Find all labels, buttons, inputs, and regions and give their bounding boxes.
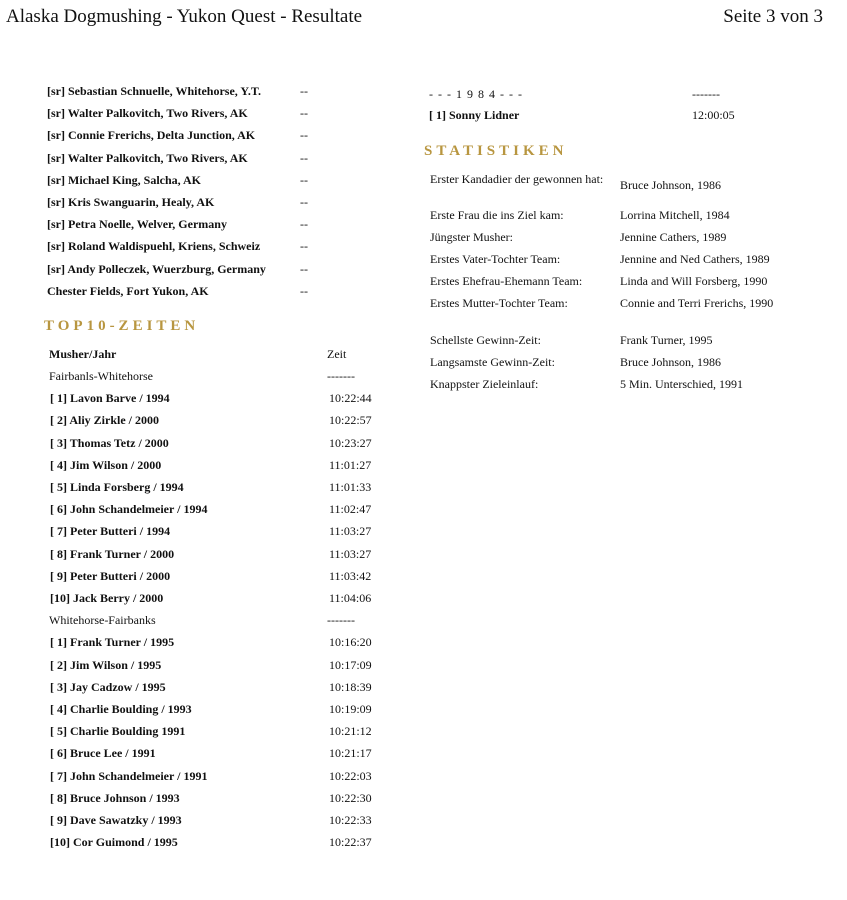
stat-value: Lorrina Mitchell, 1984 [620, 208, 730, 222]
top10-row-name: [ 8] Frank Turner / 2000 [50, 546, 175, 561]
musher-entry-value: -- [300, 239, 308, 254]
top10-row-time: 10:17:09 [329, 657, 372, 672]
stats-heading: STATISTIKEN [424, 143, 568, 159]
top10-row-name: [ 9] Peter Butteri / 2000 [50, 568, 171, 583]
top10-row-time: 10:19:09 [329, 702, 372, 716]
musher-entry: [sr] Michael King, Salcha, AK [47, 172, 201, 187]
stat-value: Connie and Terri Frerichs, 1990 [620, 296, 774, 310]
musher-entry-value: -- [300, 150, 308, 165]
top10-row-name: [ 6] John Schandelmeier / 1994 [50, 502, 208, 517]
year-separator: ------- [692, 87, 720, 101]
stat-label: Schellste Gewinn-Zeit: [430, 333, 541, 347]
musher-entry: [sr] Kris Swanguarin, Healy, AK [47, 195, 215, 209]
musher-entry-value: -- [300, 84, 308, 98]
stat-value: Frank Turner, 1995 [620, 333, 713, 347]
top10-row-name: [ 4] Charlie Boulding / 1993 [50, 702, 192, 716]
col-musher-header: Musher/Jahr [49, 347, 117, 361]
top10-row-time: 10:21:17 [329, 746, 372, 761]
stat-label: Erstes Mutter-Tochter Team: [430, 296, 568, 310]
top10-row-time: 10:22:33 [329, 813, 372, 827]
top10-row-time: 11:03:42 [329, 568, 372, 583]
top10-row-time: 10:16:20 [329, 635, 372, 650]
stat-value: Bruce Johnson, 1986 [620, 355, 721, 369]
musher-entry: [sr] Walter Palkovitch, Two Rivers, AK [47, 150, 248, 165]
top10-row-name: [ 5] Linda Forsberg / 1994 [50, 480, 184, 494]
col-zeit-header: Zeit [327, 347, 347, 361]
musher-entry: [sr] Walter Palkovitch, Two Rivers, AK [47, 106, 248, 121]
top10-row-time: 11:04:06 [329, 591, 372, 605]
top10-row-time: 10:22:03 [329, 768, 372, 783]
top10-row-name: [10] Cor Guimond / 1995 [50, 835, 178, 850]
musher-entry: Chester Fields, Fort Yukon, AK [47, 283, 209, 298]
stat-value: Jennine Cathers, 1989 [620, 230, 727, 244]
musher-entry: [sr] Sebastian Schnuelle, Whitehorse, Y.T. [47, 84, 262, 98]
musher-entry-value: -- [300, 195, 308, 209]
musher-entry-value: -- [300, 128, 308, 143]
route-separator: ------- [327, 369, 355, 383]
top10-row-time: 10:23:27 [329, 435, 372, 450]
top10-row-name: [10] Jack Berry / 2000 [50, 591, 164, 605]
top10-row-time: 11:03:27 [329, 546, 372, 561]
stat-label: Erstes Ehefrau-Ehemann Team: [430, 274, 583, 288]
top10-row-name: [ 3] Thomas Tetz / 2000 [50, 435, 169, 450]
musher-entry-value: -- [300, 261, 308, 276]
year-entry-time: 12:00:05 [692, 108, 735, 122]
stat-value: 5 Min. Unterschied, 1991 [620, 377, 743, 391]
stat-label: Langsamste Gewinn-Zeit: [430, 355, 555, 369]
top10-row-name: [ 1] Lavon Barve / 1994 [50, 391, 170, 406]
musher-entry-value: -- [300, 283, 308, 298]
top10-row-name: [ 1] Frank Turner / 1995 [50, 635, 175, 650]
top10-row-name: [ 2] Aliy Zirkle / 2000 [50, 413, 159, 428]
top10-row-name: [ 3] Jay Cadzow / 1995 [50, 679, 166, 694]
musher-entry-value: -- [300, 172, 308, 187]
year-entry-name: [ 1] Sonny Lidner [429, 108, 520, 122]
musher-entry: [sr] Roland Waldispuehl, Kriens, Schweiz [47, 239, 261, 254]
stat-label: Jüngster Musher: [430, 230, 513, 244]
top10-row-name: [ 5] Charlie Boulding 1991 [50, 724, 186, 739]
top10-row-name: [ 6] Bruce Lee / 1991 [50, 746, 156, 761]
route-label: Fairbanls-Whitehorse [49, 369, 153, 383]
top10-row-name: [ 8] Bruce Johnson / 1993 [50, 790, 180, 805]
top10-row-name: [ 7] John Schandelmeier / 1991 [50, 768, 208, 783]
top10-row-time: 10:22:30 [329, 790, 372, 805]
stat-label: Erste Frau die ins Ziel kam: [430, 208, 564, 222]
top10-row-time: 10:18:39 [329, 679, 372, 694]
musher-entry-value: -- [300, 106, 308, 121]
page-title: Alaska Dogmushing - Yukon Quest - Resultate [6, 6, 363, 27]
top10-row-time: 11:03:27 [329, 524, 372, 539]
top10-row-name: [ 9] Dave Sawatzky / 1993 [50, 813, 182, 827]
top10-row-name: [ 2] Jim Wilson / 1995 [50, 657, 162, 672]
top10-row-time: 11:02:47 [329, 502, 372, 517]
top10-row-name: [ 7] Peter Butteri / 1994 [50, 524, 171, 539]
top10-row-time: 11:01:27 [329, 457, 372, 472]
year-heading: - - - 1 9 8 4 - - - [429, 87, 523, 101]
stat-label: Erstes Vater-Tochter Team: [430, 252, 561, 266]
musher-entry: [sr] Connie Frerichs, Delta Junction, AK [47, 128, 256, 143]
top10-row-time: 10:22:37 [329, 835, 372, 850]
musher-entry: [sr] Petra Noelle, Welver, Germany [47, 217, 227, 232]
top10-heading: TOP10-ZEITEN [44, 318, 200, 334]
route-label: Whitehorse-Fairbanks [49, 613, 156, 628]
stat-value: Bruce Johnson, 1986 [620, 178, 721, 192]
musher-entry-value: -- [300, 217, 308, 232]
top10-row-time: 10:22:44 [329, 391, 372, 406]
musher-entry: [sr] Andy Polleczek, Wuerzburg, Germany [47, 261, 266, 276]
stat-value: Linda and Will Forsberg, 1990 [620, 274, 768, 288]
top10-row-time: 11:01:33 [329, 480, 372, 494]
stat-label: Erster Kandadier der gewonnen hat: [430, 172, 604, 186]
stat-label: Knappster Zieleinlauf: [430, 377, 539, 391]
top10-row-time: 10:22:57 [329, 413, 372, 428]
top10-row-time: 10:21:12 [329, 724, 372, 739]
route-separator: ------- [327, 613, 355, 628]
stat-value: Jennine and Ned Cathers, 1989 [620, 252, 770, 266]
page-number: Seite 3 von 3 [723, 6, 823, 27]
top10-row-name: [ 4] Jim Wilson / 2000 [50, 457, 162, 472]
